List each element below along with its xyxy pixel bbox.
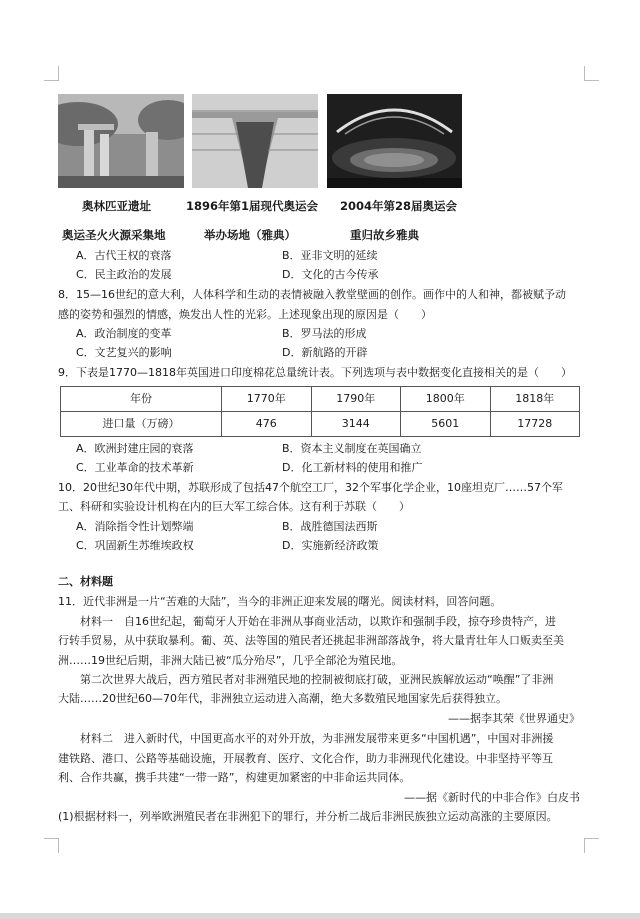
photo-row bbox=[58, 94, 468, 188]
q9-stem: 9．下表是1770—1818年英国进口印度棉花总量统计表。下列选项与表中数据变化直接相关的是（ ） bbox=[58, 366, 572, 379]
table-value-cell: 476 bbox=[222, 412, 312, 437]
material-1-line-5: 大陆……20世纪60—70年代，非洲独立运动进入高潮，绝大多数殖民地国家先后获得独立。 bbox=[58, 692, 507, 705]
q10-option-a: A．消除指令性计划弊端 bbox=[76, 520, 194, 533]
page-bottom-edge bbox=[0, 913, 640, 919]
material-2-line-3: 利、合作共赢，携手共建“一带一路”，构建更加紧密的中非命运共同体。 bbox=[58, 771, 411, 784]
q8-stem-line-1: 8．15—16世纪的意大利，人体科学和生动的表情被融入教堂壁画的创作。画作中的人和神，都被赋予动 bbox=[58, 288, 566, 301]
q9-option-c: C．工业革命的技术革新 bbox=[76, 461, 194, 474]
panathenaic-stadium-photo bbox=[192, 94, 318, 188]
section-title: 二、材料题 bbox=[58, 575, 113, 588]
crop-mark-bottom-left bbox=[44, 838, 59, 853]
cotton-import-table bbox=[60, 386, 580, 437]
caption-flame-site: 奥运圣火火源采集地 bbox=[62, 228, 166, 242]
table-year-cell: 1818年 bbox=[490, 387, 580, 412]
athens-2004-stadium-photo bbox=[327, 94, 462, 188]
q10-option-d: D．实施新经济政策 bbox=[282, 539, 379, 552]
caption-venue: 举办场地（雅典） bbox=[204, 228, 296, 242]
q8-option-b: B．罗马法的形成 bbox=[282, 327, 367, 340]
material-1-line-3: 洲……19世纪后期，非洲大陆已被“瓜分殆尽”，几乎全部沦为殖民地。 bbox=[58, 654, 403, 667]
caption-olympia: 奥林匹亚遗址 bbox=[82, 199, 151, 213]
olympia-ruins-photo bbox=[58, 94, 184, 188]
q8-option-c: C．文艺复兴的影响 bbox=[76, 346, 172, 359]
table-value-cell: 5601 bbox=[401, 412, 491, 437]
table-year-cell: 1800年 bbox=[401, 387, 491, 412]
table-row-years bbox=[61, 387, 580, 412]
q10-stem-line-2: 工、科研和实验设计机构在内的巨大军工综合体。这有利于苏联（ ） bbox=[58, 500, 410, 513]
material-1-line-1: 材料一 自16世纪起，葡萄牙人开始在非洲从事商业活动，以欺诈和强制手段，掠夺珍贵特产，进 bbox=[58, 615, 556, 628]
q8-stem-line-2: 感的姿势和强烈的情感，焕发出人性的光彩。上述现象出现的原因是（ ） bbox=[58, 308, 432, 321]
crop-mark-top-right bbox=[584, 66, 599, 81]
material-1-source: ——据李其荣《世界通史》 bbox=[448, 712, 580, 725]
q8-option-d: D．新航路的开辟 bbox=[282, 346, 368, 359]
q7-option-c: C．民主政治的发展 bbox=[76, 268, 172, 281]
material-1-line-4: 第二次世界大战后，西方殖民者对非洲殖民地的控制被彻底打破，亚洲民族解放运动“唤醒”了非洲 bbox=[58, 673, 554, 686]
table-year-cell: 1770年 bbox=[222, 387, 312, 412]
q7-option-d: D．文化的古今传承 bbox=[282, 268, 379, 281]
q8-option-a: A．政治制度的变革 bbox=[76, 327, 172, 340]
q9-option-d: D．化工新材料的使用和推广 bbox=[282, 461, 423, 474]
q11-sub-question-1: (1)根据材料一，列举欧洲殖民者在非洲犯下的罪行，并分析二战后非洲民族独立运动高涨的主要原因。 bbox=[58, 810, 558, 823]
q9-option-b: B．资本主义制度在英国确立 bbox=[282, 442, 422, 455]
caption-2004: 2004年第28届奥运会 bbox=[340, 199, 458, 213]
table-value-cell: 3144 bbox=[311, 412, 401, 437]
q7-option-a: A．古代王权的衰落 bbox=[76, 249, 172, 262]
material-1-line-2: 行转手贸易，从中获取暴利。葡、英、法等国的殖民者还挑起非洲部落战争，将大量青壮年人口贩卖至美 bbox=[58, 634, 564, 647]
table-header-label: 年份 bbox=[61, 387, 222, 412]
q11-stem: 11．近代非洲是一片“苦难的大陆”，当今的非洲正迎来发展的曙光。阅读材料，回答问题。 bbox=[58, 595, 502, 608]
caption-1896: 1896年第1届现代奥运会 bbox=[186, 199, 319, 213]
q9-option-a: A．欧洲封建庄园的衰落 bbox=[76, 442, 194, 455]
table-row-values bbox=[61, 412, 580, 437]
q10-stem-line-1: 10．20世纪30年代中期，苏联形成了包括47个航空工厂，32个军事化学企业，10座坦克厂……57个军 bbox=[58, 481, 563, 494]
material-2-line-1: 材料二 进入新时代，中国更高水平的对外开放，为非洲发展带来更多“中国机遇”，中国对非洲援 bbox=[58, 732, 554, 745]
table-row-label: 进口量（万磅） bbox=[61, 412, 222, 437]
q7-option-b: B．亚非文明的延续 bbox=[282, 249, 378, 262]
table-year-cell: 1790年 bbox=[311, 387, 401, 412]
material-2-line-2: 建铁路、港口、公路等基础设施，开展教育、医疗、文化合作，助力非洲现代化建设。中非坚持平等互 bbox=[58, 752, 553, 765]
q10-option-c: C．巩固新生苏维埃政权 bbox=[76, 539, 194, 552]
crop-mark-top-left bbox=[44, 66, 59, 81]
crop-mark-bottom-right bbox=[584, 838, 599, 853]
table-value-cell: 17728 bbox=[490, 412, 580, 437]
caption-return: 重归故乡雅典 bbox=[350, 228, 419, 242]
material-2-source: ——据《新时代的中非合作》白皮书 bbox=[404, 791, 580, 804]
q10-option-b: B．战胜德国法西斯 bbox=[282, 520, 378, 533]
